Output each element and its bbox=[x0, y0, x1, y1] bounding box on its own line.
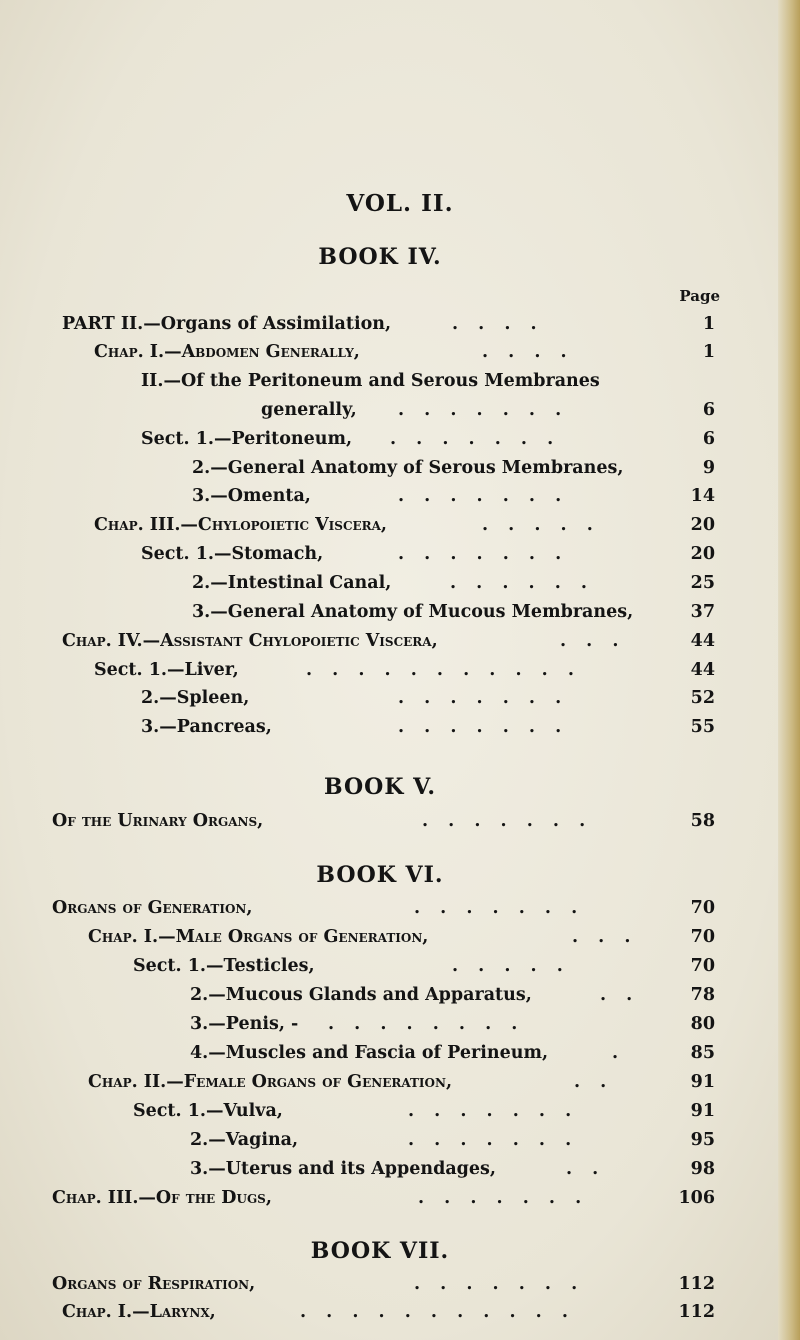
entry-page: 20 bbox=[690, 515, 715, 535]
leader-dots: . . . . . . . bbox=[398, 688, 569, 708]
entry-label: Organs of Generation, bbox=[52, 898, 253, 918]
entry-label: 2.—Spleen, bbox=[141, 688, 250, 708]
entry-page: 44 bbox=[690, 631, 715, 651]
leader-dots: . . . . . . . bbox=[414, 1274, 585, 1294]
leader-dots: . . . . . bbox=[452, 956, 570, 976]
leader-dots: . . . . . . . bbox=[422, 811, 593, 831]
entry-label: Chap. III.—Of the Dugs, bbox=[52, 1188, 272, 1208]
leader-dots: . . . . . . bbox=[450, 573, 595, 593]
entry-page: 91 bbox=[690, 1101, 715, 1121]
leader-dots: . . bbox=[574, 1072, 614, 1092]
entry-page: 70 bbox=[690, 956, 715, 976]
entry-page: 70 bbox=[690, 898, 715, 918]
leader-dots: . . . . . . . bbox=[390, 429, 561, 449]
entry-label: generally, bbox=[261, 400, 357, 420]
entry-label: Sect. 1.—Liver, bbox=[94, 660, 239, 680]
entry-page: 6 bbox=[702, 400, 715, 420]
entry-label: 3.—Penis, - bbox=[190, 1014, 299, 1034]
entry-label: Organs of Respiration, bbox=[52, 1274, 256, 1294]
entry-page: 106 bbox=[678, 1188, 715, 1208]
entry-label: Chap. I.—Larynx, bbox=[62, 1302, 216, 1322]
entry-label: Chap. IV.—Assistant Chylopoietic Viscera, bbox=[62, 631, 438, 651]
entry-page: 44 bbox=[690, 660, 715, 680]
entry-page: 98 bbox=[690, 1159, 715, 1179]
entry-label: II.—Of the Peritoneum and Serous Membranes bbox=[141, 371, 600, 391]
entry-page: 58 bbox=[690, 811, 715, 831]
entry-page: 95 bbox=[690, 1130, 715, 1150]
entry-label: Sect. 1.—Stomach, bbox=[141, 544, 324, 564]
entry-page: 85 bbox=[690, 1043, 715, 1063]
entry-label: 2.—Vagina, bbox=[190, 1130, 299, 1150]
entry-label: Sect. 1.—Vulva, bbox=[133, 1101, 283, 1121]
book-title: BOOK VI. bbox=[316, 862, 444, 888]
leader-dots: . . . bbox=[572, 927, 638, 947]
entry-label: Chap. II.—Female Organs of Generation, bbox=[88, 1072, 453, 1092]
entry-page: 37 bbox=[690, 602, 715, 622]
leader-dots: . . . . . . . bbox=[418, 1188, 589, 1208]
entry-label: Of the Urinary Organs, bbox=[52, 811, 264, 831]
entry-label: 2.—Mucous Glands and Apparatus, bbox=[190, 985, 532, 1005]
leader-dots: . . bbox=[600, 985, 640, 1005]
volume-title: VOL. II. bbox=[346, 190, 454, 217]
entry-page: 1 bbox=[702, 342, 715, 362]
entry-page: 20 bbox=[690, 544, 715, 564]
leader-dots: . . . . . . . . bbox=[328, 1014, 525, 1034]
leader-dots: . . . . . . . bbox=[398, 544, 569, 564]
entry-label: 2.—Intestinal Canal, bbox=[192, 573, 392, 593]
entry-label: PART II.—Organs of Assimilation, bbox=[62, 314, 392, 334]
leader-dots: . . . . . . . bbox=[398, 717, 569, 737]
entry-page: 91 bbox=[690, 1072, 715, 1092]
entry-label: 3.—General Anatomy of Mucous Membranes, bbox=[192, 602, 634, 622]
entry-page: 78 bbox=[690, 985, 715, 1005]
book-title: BOOK VII. bbox=[310, 1238, 450, 1264]
leader-dots: . . . . bbox=[452, 314, 544, 334]
entry-label: Sect. 1.—Testicles, bbox=[133, 956, 315, 976]
entry-page: 6 bbox=[702, 429, 715, 449]
entry-page: 112 bbox=[678, 1274, 715, 1294]
entry-page: 112 bbox=[678, 1302, 715, 1322]
leader-dots: . . . . . bbox=[482, 515, 600, 535]
entry-page: 14 bbox=[690, 486, 715, 506]
entry-label: 2.—General Anatomy of Serous Membranes, bbox=[192, 458, 624, 478]
leader-dots: . . . . . . . bbox=[398, 400, 569, 420]
leader-dots: . . . . . . . bbox=[408, 1101, 579, 1121]
leader-dots: . . bbox=[566, 1159, 606, 1179]
leader-dots: . . . . . . . . . . . bbox=[306, 660, 581, 680]
entry-page: 80 bbox=[690, 1014, 715, 1034]
leader-dots: . . . . . . . bbox=[398, 486, 569, 506]
entry-label: 3.—Pancreas, bbox=[141, 717, 272, 737]
leader-dots: . . . bbox=[560, 631, 626, 651]
entry-label: 3.—Uterus and its Appendages, bbox=[190, 1159, 497, 1179]
entry-label: 3.—Omenta, bbox=[192, 486, 311, 506]
leader-dots: . . . . . . . . . . . bbox=[300, 1302, 575, 1322]
entry-label: Chap. I.—Abdomen Generally, bbox=[94, 342, 360, 362]
book-title: BOOK V. bbox=[324, 774, 436, 800]
entry-page: 9 bbox=[702, 458, 715, 478]
leader-dots: . . . . . . . bbox=[408, 1130, 579, 1150]
page-column-header: Page bbox=[679, 287, 720, 305]
entry-page: 1 bbox=[702, 314, 715, 334]
entry-label: 4.—Muscles and Fascia of Perineum, bbox=[190, 1043, 549, 1063]
leader-dots: . bbox=[612, 1043, 626, 1063]
entry-label: Chap. I.—Male Organs of Generation, bbox=[88, 927, 429, 947]
entry-page: 70 bbox=[690, 927, 715, 947]
leader-dots: . . . . . . . bbox=[414, 898, 585, 918]
leader-dots: . . . . bbox=[482, 342, 574, 362]
entry-page: 25 bbox=[690, 573, 715, 593]
entry-label: Chap. III.—Chylopoietic Viscera, bbox=[94, 515, 388, 535]
entry-page: 55 bbox=[690, 717, 715, 737]
entry-page: 52 bbox=[690, 688, 715, 708]
book-title: BOOK IV. bbox=[318, 244, 442, 270]
entry-label: Sect. 1.—Peritoneum, bbox=[141, 429, 353, 449]
